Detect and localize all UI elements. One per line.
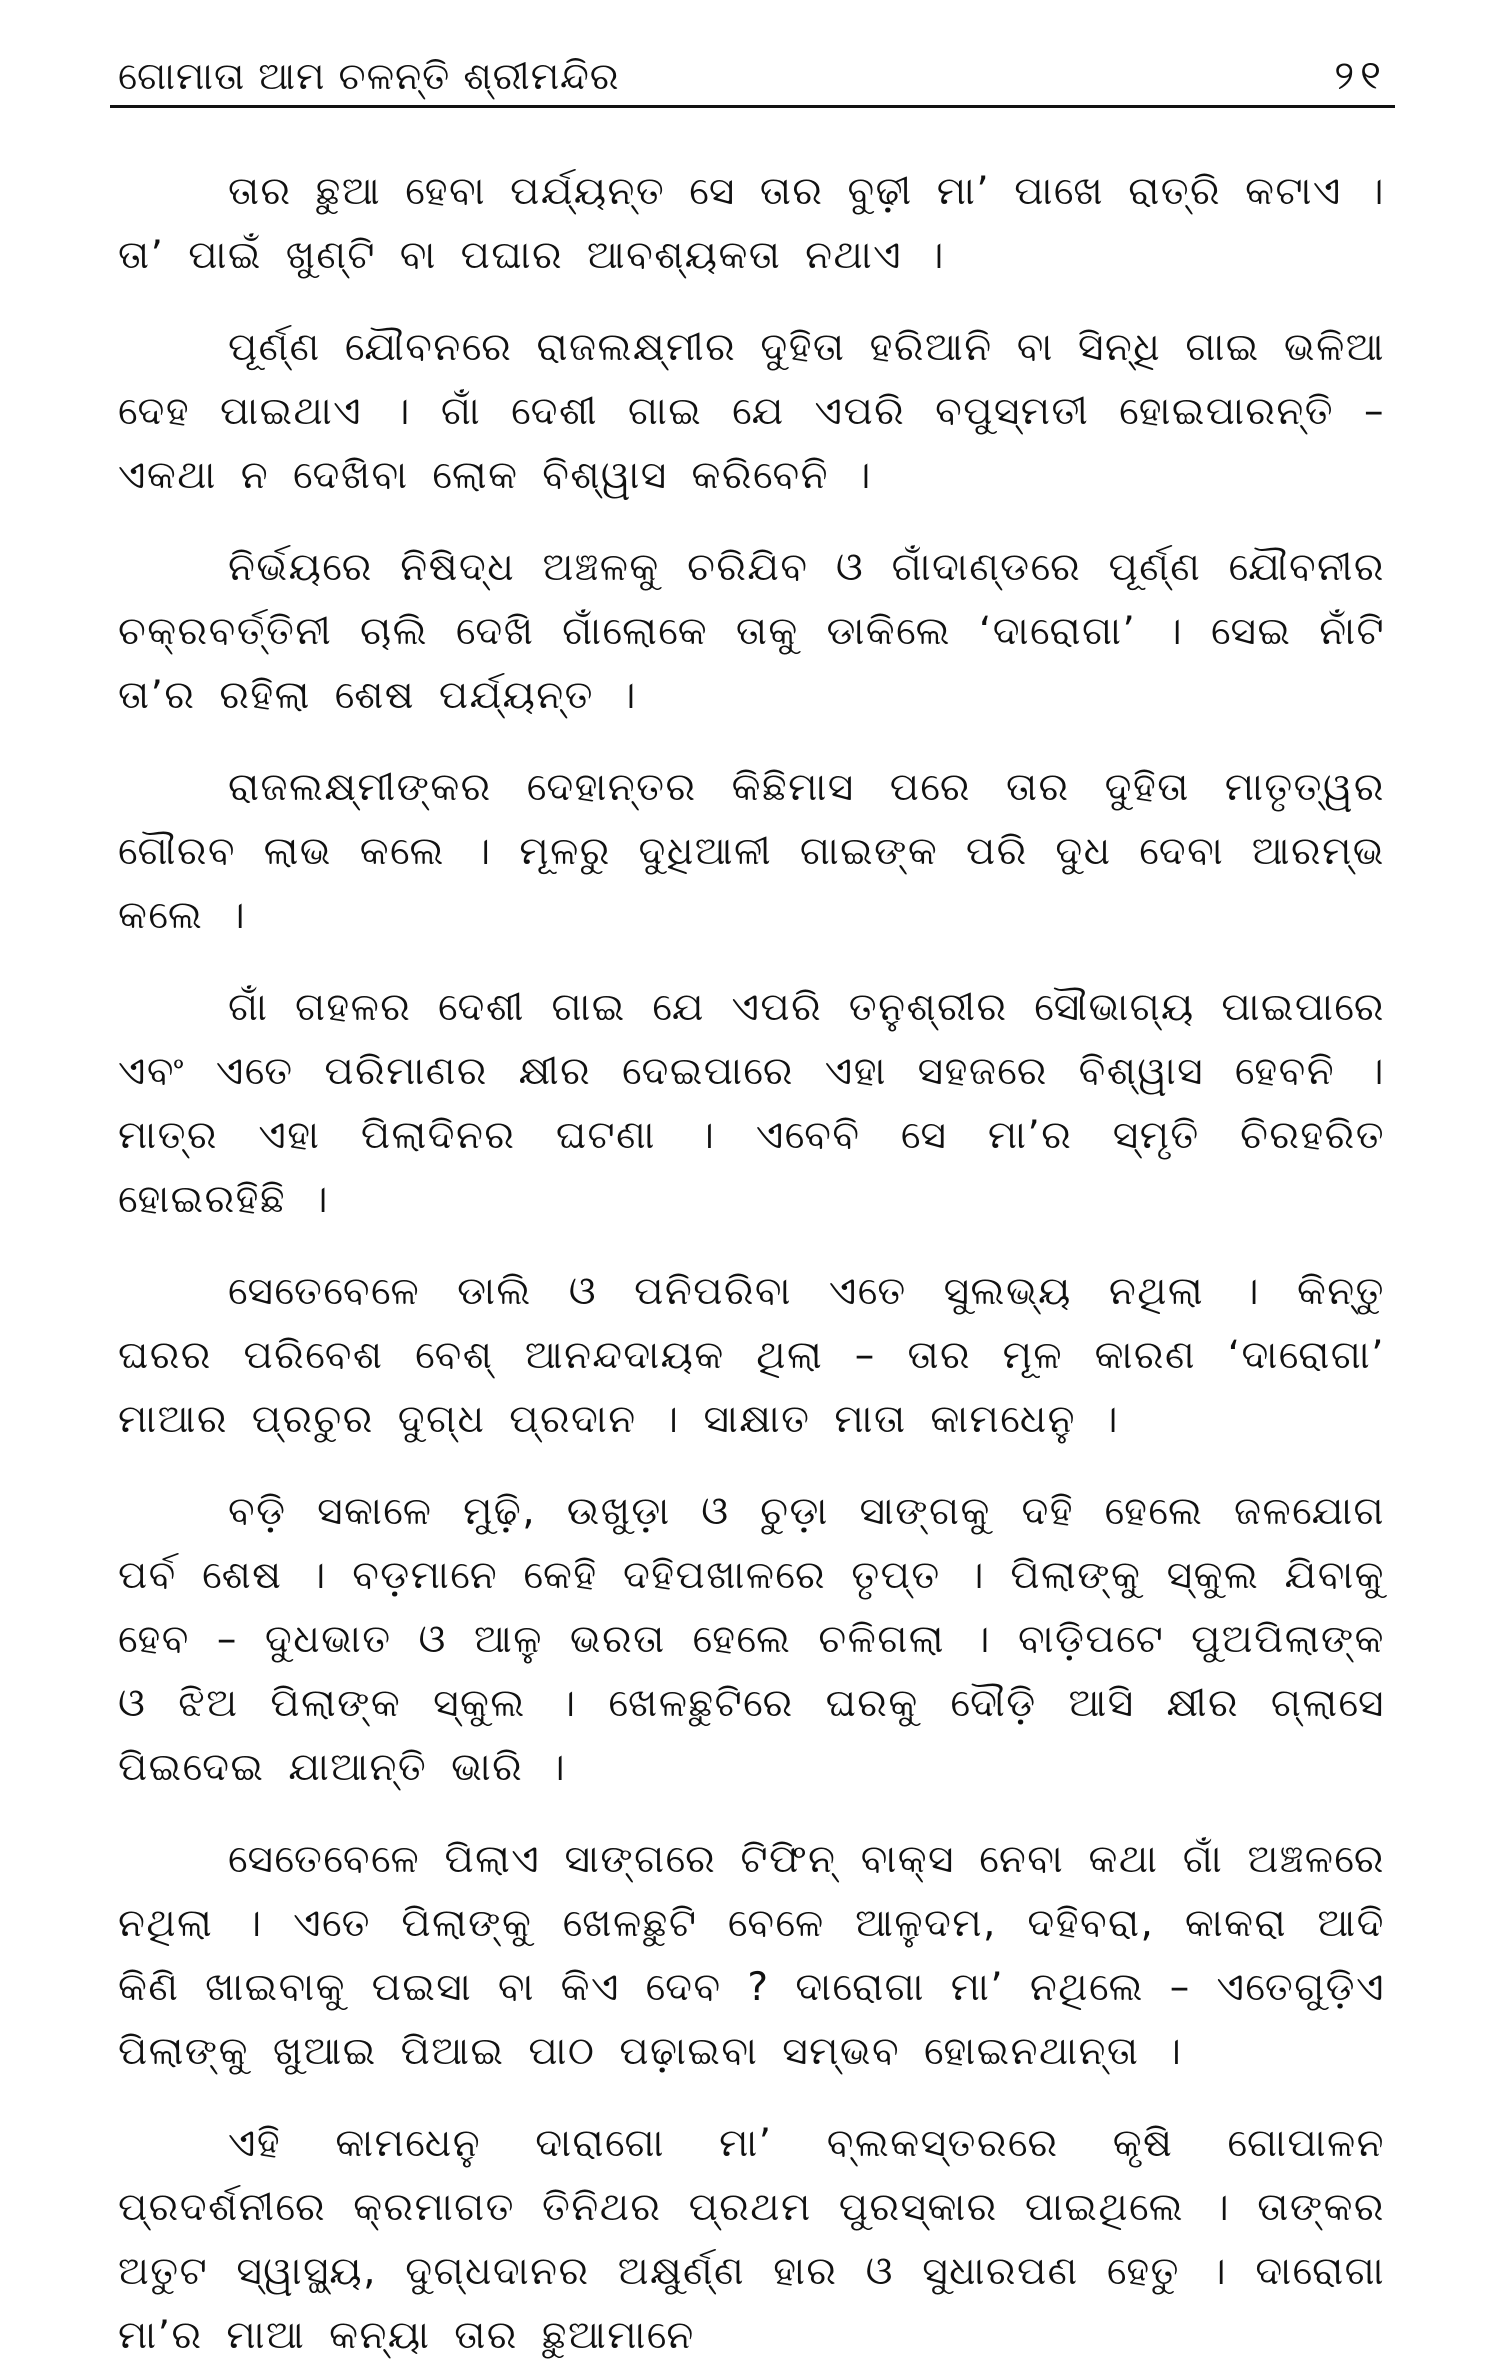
paragraph-3: ନିର୍ଭୟରେ ନିଷିଦ୍ଧ ଅଞ୍ଚଳକୁ ଚରିଯିବ ଓ ଗାଁଦାଣ୍ଡରେ ପୂର୍ଣ୍ଣ ଯୌବନୀର ଚକ୍ରବର୍ତ୍ତିନୀ ଚାଲି ଦେଖି ଗାଁଲୋକେ ତାକୁ ଡାକିଲେ ‘ଦାରୋଗା’ । ସେଇ ନାଁଟି ତା’ର ରହିଲା ଶେଷ ପର୍ଯ୍ୟନ୍ତ । xyxy=(118,545,1385,718)
running-title: ଗୋମାତା ଆମ ଚଳନ୍ତି ଶ୍ରୀମନ୍ଦିର xyxy=(118,54,620,98)
paragraph-6: ସେତେବେଳେ ଡାଲି ଓ ପନିପରିବା ଏତେ ସୁଲଭ୍ୟ ନଥିଲା । କିନ୍ତୁ ଘରର ପରିବେଶ ବେଶ୍ ଆନନ୍ଦଦାୟକ ଥିଲା – ତାର ମୂଳ କାରଣ ‘ଦାରୋଗା’ ମାଆର ପ୍ରଚୁର ଦୁଗ୍ଧ ପ୍ରଦାନ । ସାକ୍ଷାତ ମାତା କାମଧେନୁ । xyxy=(118,1269,1385,1442)
paragraph-2: ପୂର୍ଣ୍ଣ ଯୌବନରେ ରାଜଲକ୍ଷ୍ମୀର ଦୁହିତା ହରିଆନି ବା ସିନ୍ଧି ଗାଇ ଭଳିଆ ଦେହ ପାଇଥାଏ । ଗାଁ ଦେଶୀ ଗାଇ ଯେ ଏପରି ବପୁସ୍ମତୀ ହୋଇପାରନ୍ତି – ଏକଥା ନ ଦେଖିବା ଲୋକ ବିଶ୍ୱାସ କରିବେନି । xyxy=(118,325,1385,498)
paragraph-9: ଏହି କାମଧେନୁ ଦାରାଗୋ ମା’ ବ୍ଲକସ୍ତରରେ କୃଷି ଗୋପାଳନ ପ୍ରଦର୍ଶନୀରେ କ୍ରମାଗତ ତିନିଥର ପ୍ରଥମ ପୁରସ୍କାର ପାଇଥିଲେ । ତାଙ୍କର ଅତୁଟ ସ୍ୱାସ୍ଥ୍ୟ, ଦୁଗ୍ଧଦାନର ଅକ୍ଷୁର୍ଣ୍ଣ ହାର ଓ ସୁଧାରପଣ ହେତୁ । ଦାରୋଗା ମା’ର ମାଆ କନ୍ୟା ତାର ଛୁଆମାନେ xyxy=(118,2121,1385,2358)
paragraph-8: ସେତେବେଳେ ପିଲାଏ ସାଙ୍ଗରେ ଟିଫିନ୍ ବାକ୍ସ ନେବା କଥା ଗାଁ ଅଞ୍ଚଳରେ ନଥିଲା । ଏତେ ପିଲାଙ୍କୁ ଖେଳଛୁଟି ବେଳେ ଆଳୁଦମ, ଦହିବରା, କାକରା ଆଦି କିଣି ଖାଇବାକୁ ପଇସା ବା କିଏ ଦେବ ? ଦାରୋଗା ମା’ ନଥିଲେ – ଏତେଗୁଡ଼ିଏ ପିଲାଙ୍କୁ ଖୁଆଇ ପିଆଇ ପାଠ ପଢ଼ାଇବା ସମ୍ଭବ ହୋଇନଥାନ୍ତା । xyxy=(118,1837,1385,2074)
paragraph-5: ଗାଁ ଗହଳର ଦେଶୀ ଗାଇ ଯେ ଏପରି ତନୁଶ୍ରୀର ସୌଭାଗ୍ୟ ପାଇପାରେ ଏବଂ ଏତେ ପରିମାଣର କ୍ଷୀର ଦେଇପାରେ ଏହା ସହଜରେ ବିଶ୍ୱାସ ହେବନି । ମାତ୍ର ଏହା ପିଲାଦିନର ଘଟଣା । ଏବେବି ସେ ମା’ର ସ୍ମୃତି ଚିରହରିତ ହୋଇରହିଛି । xyxy=(118,985,1385,1222)
paragraph-7: ବଡ଼ି ସକାଳେ ମୁଢ଼ି, ଉଖୁଡ଼ା ଓ ଚୁଡ଼ା ସାଙ୍ଗକୁ ଦହି ହେଲେ ଜଳଯୋଗ ପର୍ବ ଶେଷ । ବଡ଼ମାନେ କେହି ଦହିପଖାଳରେ ତୃପ୍ତ । ପିଲାଙ୍କୁ ସ୍କୁଲ ଯିବାକୁ ହେବ – ଦୁଧଭାତ ଓ ଆଳୁ ଭରତା ହେଲେ ଚଳିଗଲା । ବାଡ଼ିପଟେ ପୁଅପିଲାଙ୍କ ଓ ଝିଅ ପିଲାଙ୍କ ସ୍କୁଲ । ଖେଳଛୁଟିରେ ଘରକୁ ଦୌଡ଼ି ଆସି କ୍ଷୀର ଗ୍ଲାସେ ପିଇଦେଇ ଯାଆନ୍ତି ଭାରି । xyxy=(118,1489,1385,1790)
body-text xyxy=(110,160,1395,2368)
running-header xyxy=(110,50,1395,108)
page-number: ୨୧ xyxy=(1334,53,1387,99)
paragraph-4: ରାଜଲକ୍ଷ୍ମୀଙ୍କର ଦେହାନ୍ତର କିଛିମାସ ପରେ ତାର ଦୁହିତା ମାତୃତ୍ୱର ଗୌରବ ଲାଭ କଲେ । ମୂଳରୁ ଦୁଧିଆଳୀ ଗାଇଙ୍କ ପରି ଦୁଧ ଦେବା ଆରମ୍ଭ କଲେ । xyxy=(118,765,1385,938)
paragraph-1: ତାର ଛୁଆ ହେବା ପର୍ଯ୍ୟନ୍ତ ସେ ତାର ବୁଢ଼ୀ ମା’ ପାଖେ ରାତ୍ରି କଟାଏ । ତା’ ପାଇଁ ଖୁଣ୍ଟି ବା ପଘାର ଆବଶ୍ୟକତା ନଥାଏ । xyxy=(118,169,1385,278)
